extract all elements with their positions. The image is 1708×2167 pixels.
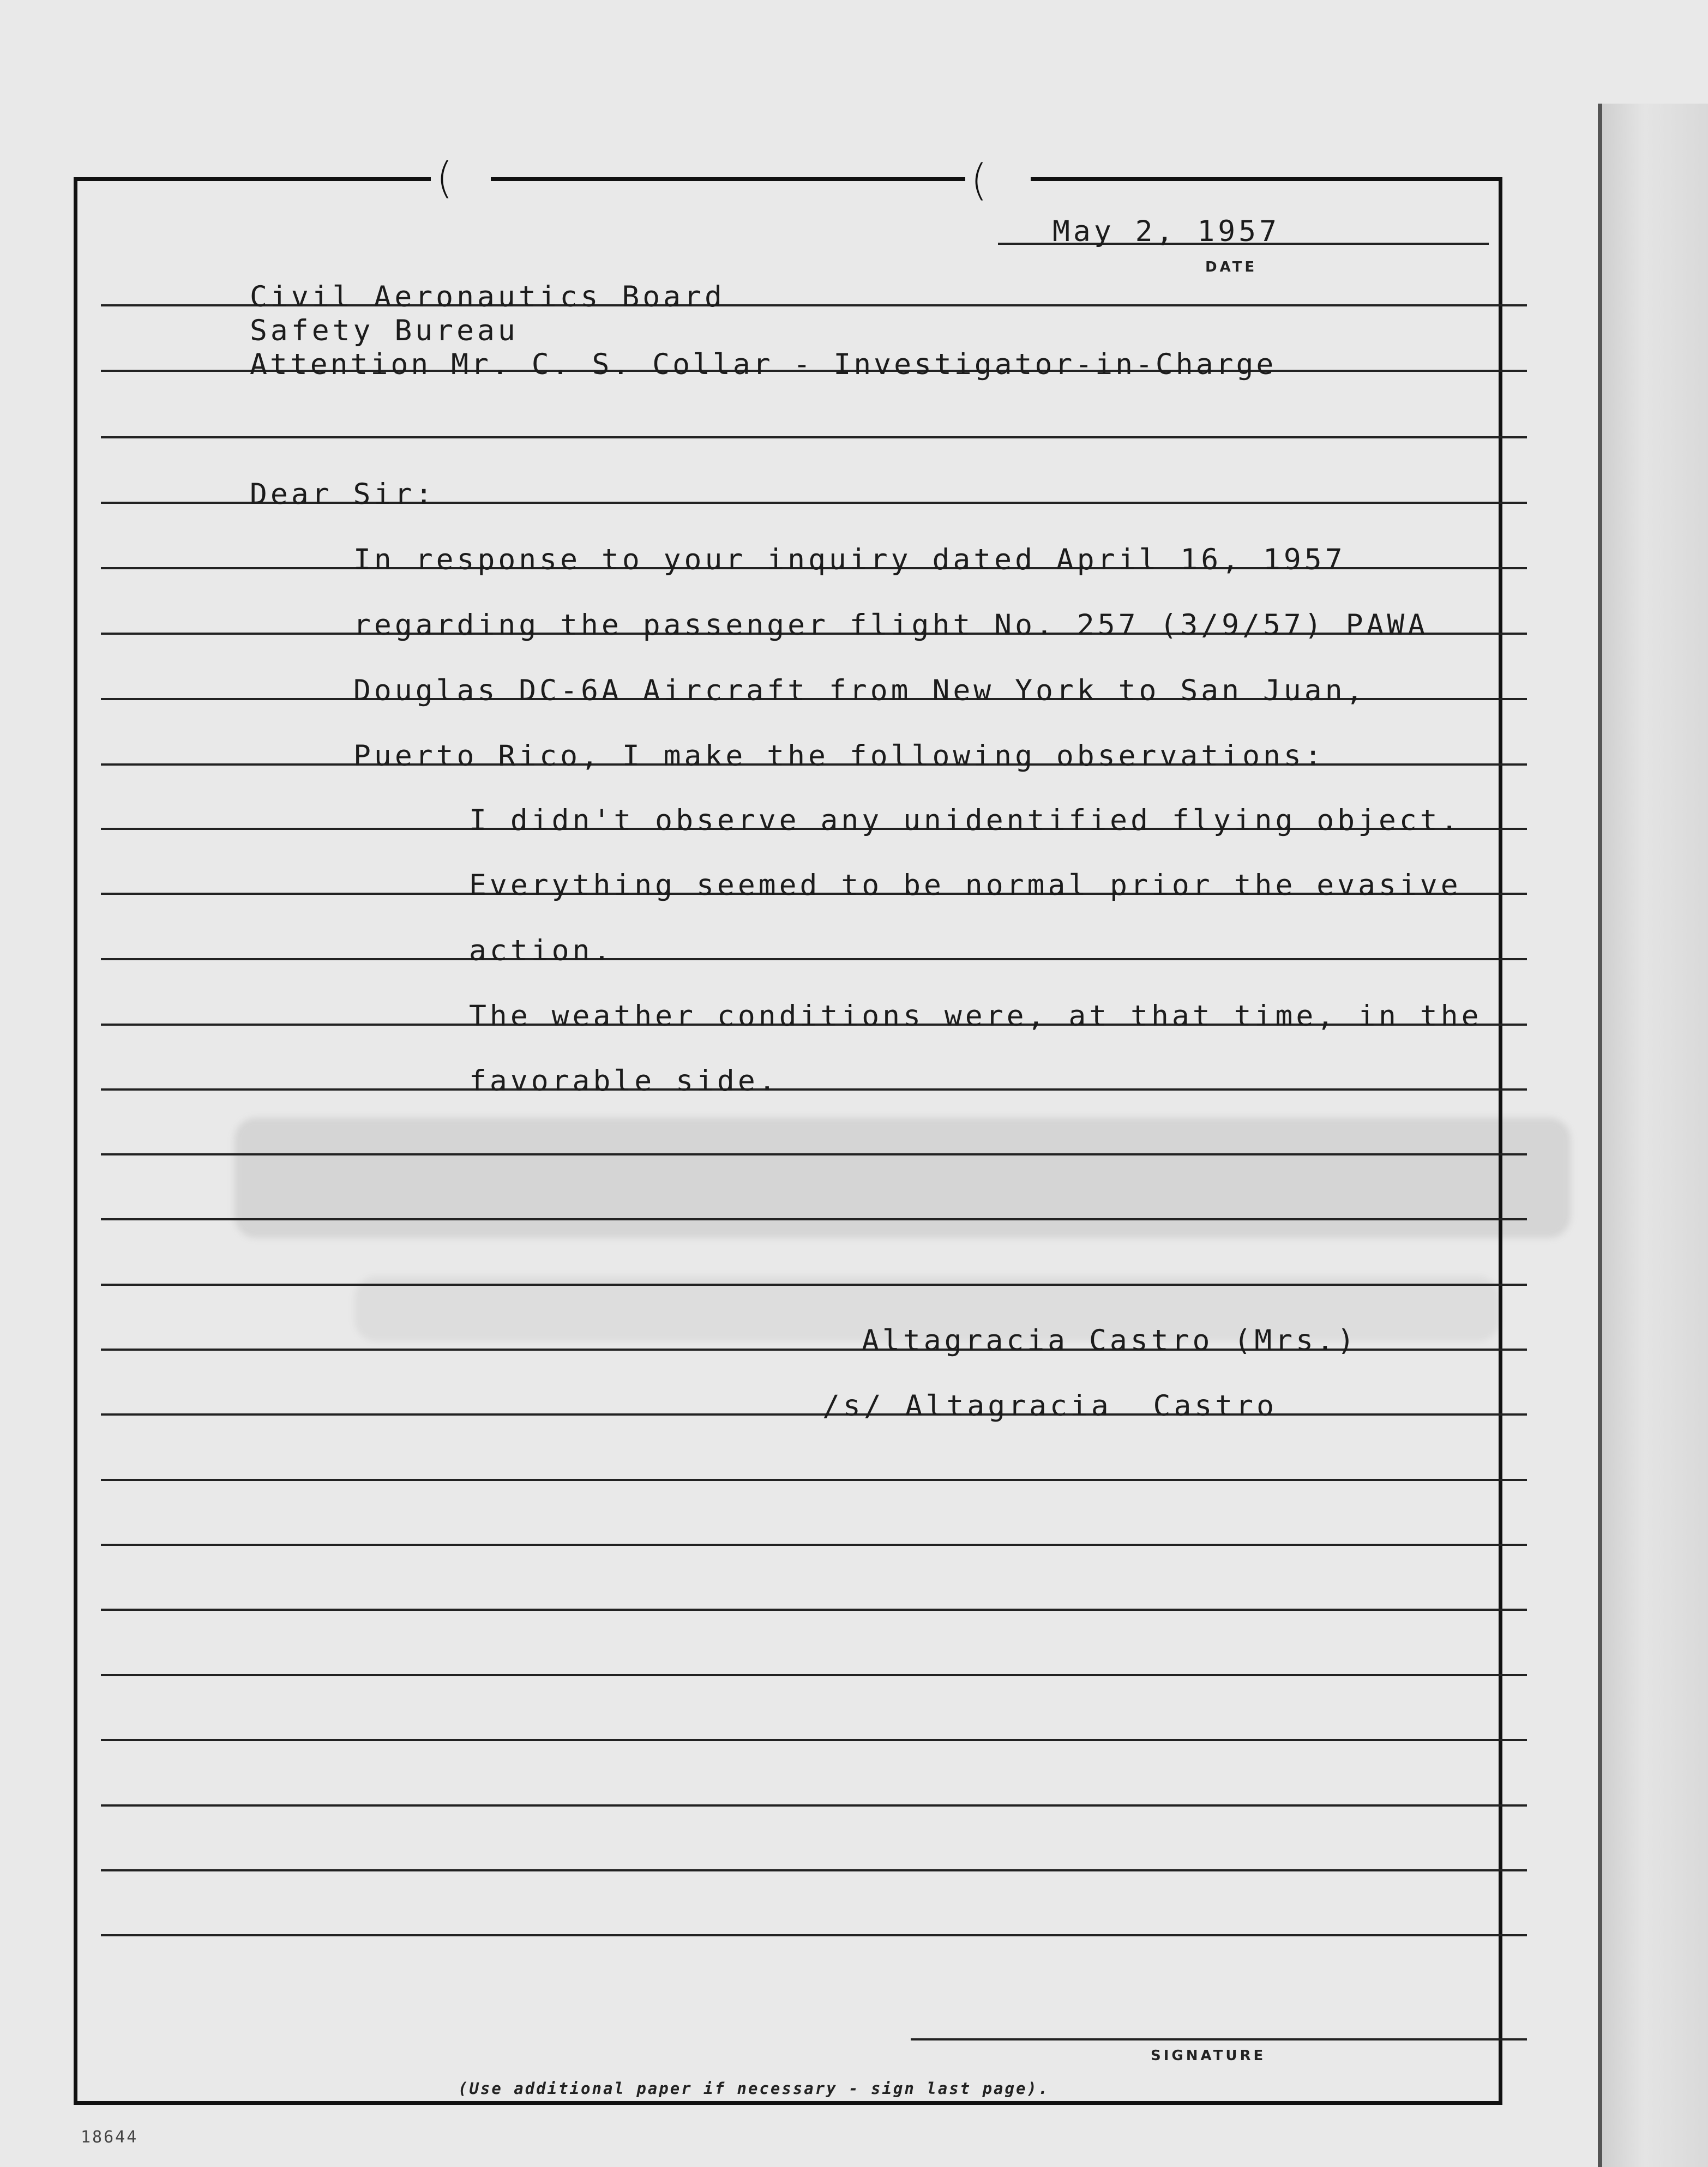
addressee-line-1: Civil Aeronautics Board: [250, 280, 725, 314]
ruled-line: [101, 436, 1527, 438]
border-bracket-left: (: [436, 154, 453, 203]
border-bracket-right: (: [971, 156, 988, 205]
ruled-line: [101, 1218, 1527, 1220]
ruled-line: [101, 958, 1527, 960]
ruled-line: [101, 1088, 1527, 1091]
body-line: I didn't observe any unidentified flying object.: [469, 804, 1462, 837]
page-edge: [1598, 104, 1602, 2167]
date-value: May 2, 1957: [1053, 215, 1280, 248]
ruled-line: [101, 1544, 1527, 1546]
addressee-line-2: Safety Bureau: [250, 314, 519, 347]
ruled-line: [101, 1739, 1527, 1741]
ruled-line: [101, 1479, 1527, 1481]
ruled-line: [101, 1413, 1527, 1416]
ruled-line: [101, 1869, 1527, 1871]
ruled-line: [101, 1674, 1527, 1676]
salutation: Dear Sir:: [250, 478, 436, 511]
signature-rule: [911, 2038, 1527, 2040]
ruled-line: [101, 1153, 1527, 1155]
body-line: regarding the passenger flight No. 257 (3/9/57) PAWA: [353, 609, 1429, 642]
form-border: [74, 177, 1502, 2105]
date-label: DATE: [1205, 259, 1258, 275]
body-line: favorable side.: [469, 1064, 779, 1098]
page-shadow: [1602, 104, 1708, 2167]
ruled-line: [101, 1934, 1527, 1936]
body-line: Everything seemed to be normal prior the evasive: [469, 869, 1462, 902]
signed-name: /s/ Altagracia Castro: [822, 1389, 1277, 1423]
ruled-line: [101, 1609, 1527, 1611]
typed-name: Altagracia Castro (Mrs.): [862, 1324, 1358, 1357]
document-number: 18644: [81, 2128, 139, 2147]
body-line: Puerto Rico, I make the following observations:: [353, 739, 1325, 773]
addressee-line-3: Attention Mr. C. S. Collar - Investigator-in-Charge: [250, 348, 1277, 381]
ruled-line: [101, 1804, 1527, 1807]
footer-note: (Use additional paper if necessary - sign last page).: [458, 2079, 1050, 2098]
body-line: Douglas DC-6A Aircraft from New York to San Juan,: [353, 674, 1367, 707]
body-line: In response to your inquiry dated April 16, 1957: [353, 543, 1346, 576]
body-line: The weather conditions were, at that time, in the: [469, 1000, 1482, 1033]
signature-label: SIGNATURE: [1151, 2048, 1266, 2064]
body-line: action.: [469, 934, 614, 967]
ruled-line: [101, 1284, 1527, 1286]
